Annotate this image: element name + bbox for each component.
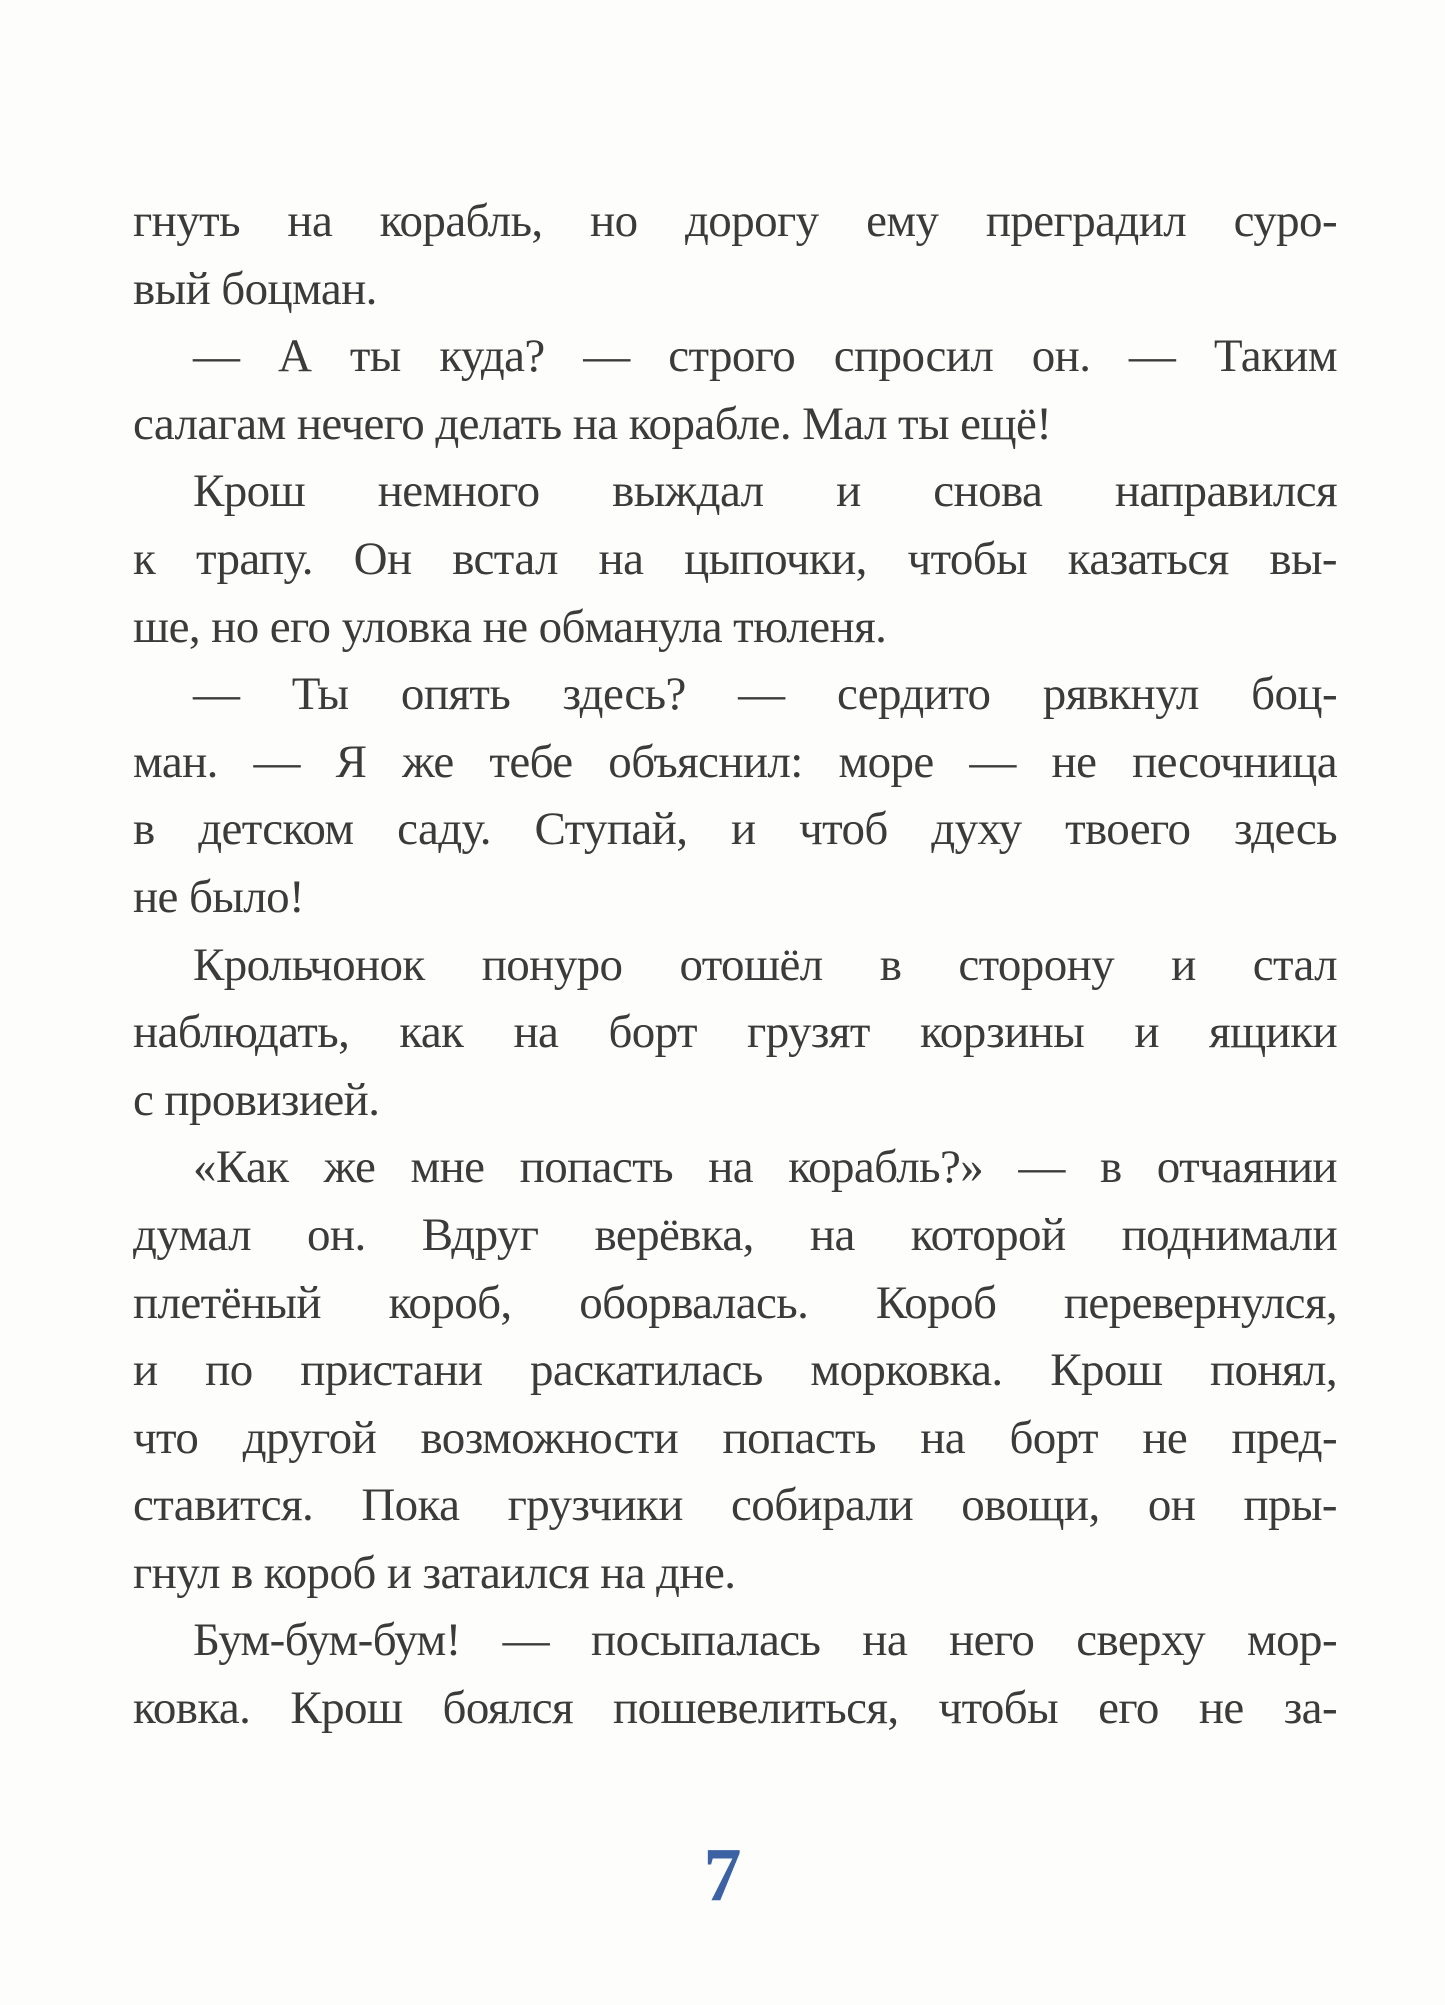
text-line: не было!: [133, 870, 305, 923]
text-line: думал он. Вдруг верёвка, на которой поднимали: [133, 1208, 1337, 1261]
text-line: плетёный короб, оборвалась. Короб перевернулся,: [133, 1276, 1337, 1329]
page-number: 7: [703, 1833, 742, 1917]
text-line: гнул в короб и затаился на дне.: [133, 1546, 736, 1599]
text-line: — Ты опять здесь? — сердито рявкнул боц-: [193, 668, 1337, 721]
text-line: ставится. Пока грузчики собирали овощи, он пры-: [133, 1479, 1337, 1532]
text-line: Крольчонок понуро отошёл в сторону и стал: [193, 938, 1337, 991]
text-line: ковка. Крош боялся пошевелиться, чтобы его не за-: [133, 1682, 1337, 1735]
text-line: и по пристани раскатилась морковка. Крош понял,: [133, 1344, 1337, 1397]
text-line: салагам нечего делать на корабле. Мал ты ещё!: [133, 397, 1052, 450]
text-line: ман. — Я же тебе объяснил: море — не песочница: [133, 735, 1337, 788]
text-line: с провизией.: [133, 1073, 380, 1126]
text-line: вый боцман.: [133, 262, 377, 315]
text-line: ше, но его уловка не обманула тюленя.: [133, 600, 887, 653]
body-text: [133, 188, 1337, 1743]
text-line: к трапу. Он встал на цыпочки, чтобы казаться вы-: [133, 532, 1337, 585]
text-line: Бум-бум-бум! — посыпалась на него сверху мор-: [193, 1614, 1337, 1667]
text-line: «Как же мне попасть на корабль?» — в отчаянии: [193, 1141, 1337, 1194]
text-line: что другой возможности попасть на борт не пред-: [133, 1411, 1337, 1464]
text-line: — А ты куда? — строго спросил он. — Таким: [193, 330, 1337, 383]
text-line: Крош немного выждал и снова направился: [193, 465, 1337, 518]
text-line: гнуть на корабль, но дорогу ему преградил суро-: [133, 195, 1337, 247]
text-line: наблюдать, как на борт грузят корзины и ящики: [133, 1006, 1337, 1059]
text-line: в детском саду. Ступай, и чтоб духу твоего здесь: [133, 803, 1337, 856]
